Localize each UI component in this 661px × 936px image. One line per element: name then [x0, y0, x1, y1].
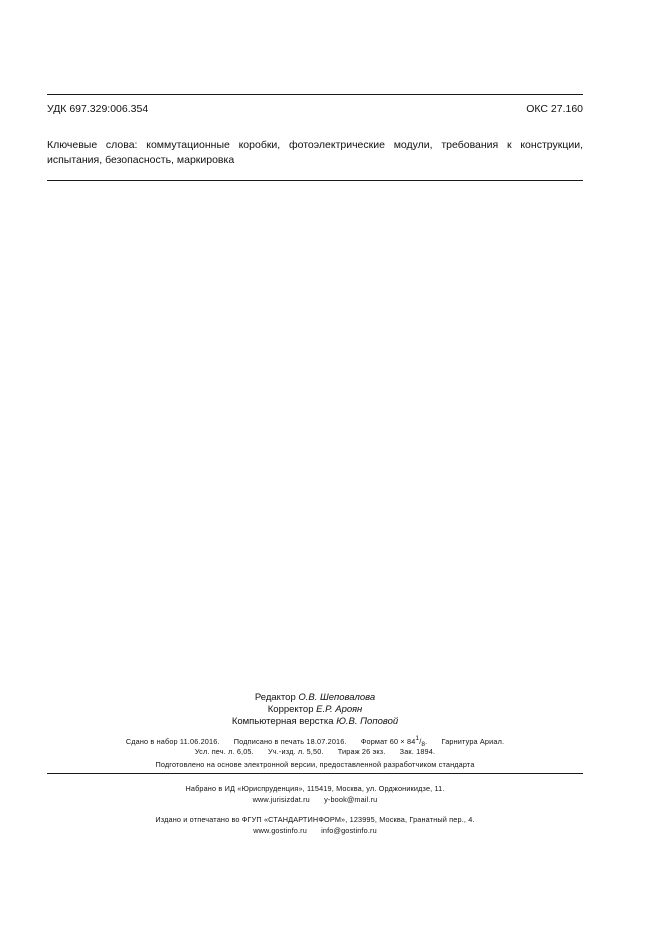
- format-prefix: Формат 60 × 84: [360, 737, 416, 746]
- typeset-line: Набрано в ИД «Юриспруденция», 115419, Москва, ул. Орджоникидзе, 11.: [185, 784, 445, 793]
- format: Формат $60 \times 84^1/_8$.: [360, 735, 428, 748]
- top-rule: [47, 94, 583, 95]
- typeset-website-link[interactable]: www.jurisizdat.ru: [252, 795, 310, 804]
- printed-line: Издано и отпечатано во ФГУП «СТАНДАРТИНФОРМ», 123995, Москва, Гранатный пер., 4.: [155, 815, 475, 824]
- layout-line: [47, 716, 583, 728]
- layout-label: Компьютерная верстка: [231, 716, 334, 727]
- order-number: Зак. 1894.: [399, 747, 436, 756]
- editor-line: [47, 692, 583, 704]
- format-numerator: 1: [415, 735, 420, 742]
- typeset-contacts: [47, 794, 583, 805]
- format-denominator: 8: [421, 741, 426, 748]
- editor-label: Редактор: [254, 692, 296, 703]
- oks-code: ОКС 27.160: [526, 103, 583, 115]
- keywords: Ключевые слова: коммутационные коробки, фотоэлектрические модули, требования к конструкции, испытания, безопасность, маркировка: [47, 139, 583, 166]
- imprint-rule: [47, 773, 583, 774]
- prepared-note: Подготовлено на основе электронной версии, предоставленной разработчиком стандарта: [155, 760, 475, 769]
- printed-website-link[interactable]: www.gostinfo.ru: [253, 826, 307, 835]
- printed-email-link[interactable]: info@gostinfo.ru: [321, 826, 377, 835]
- printed-contacts: [47, 825, 583, 836]
- edition-sheets: Уч.-изд. л. 5,50.: [268, 747, 324, 756]
- signed-date: Подписано в печать 18.07.2016.: [233, 737, 347, 746]
- layout-name: Ю.В. Поповой: [336, 716, 399, 727]
- format-suffix: .: [425, 737, 428, 746]
- corrector-label: Корректор: [267, 704, 314, 715]
- circulation: Тираж 26 экз.: [337, 747, 386, 756]
- imprint-line-2: [47, 746, 583, 757]
- typeface: Гарнитура Ариал.: [441, 737, 505, 746]
- sent-to-print: Сдано в набор 11.06.2016.: [125, 737, 220, 746]
- editor-name: О.В. Шеповалова: [298, 692, 376, 703]
- corrector-line: [47, 704, 583, 716]
- print-sheets: Усл. печ. л. 6,05.: [194, 747, 254, 756]
- typeset-email-link[interactable]: y-book@mail.ru: [324, 795, 378, 804]
- keywords-rule: [47, 180, 583, 181]
- corrector-name: Е.Р. Ароян: [316, 704, 363, 715]
- udk-code: УДК 697.329:006.354: [47, 103, 149, 115]
